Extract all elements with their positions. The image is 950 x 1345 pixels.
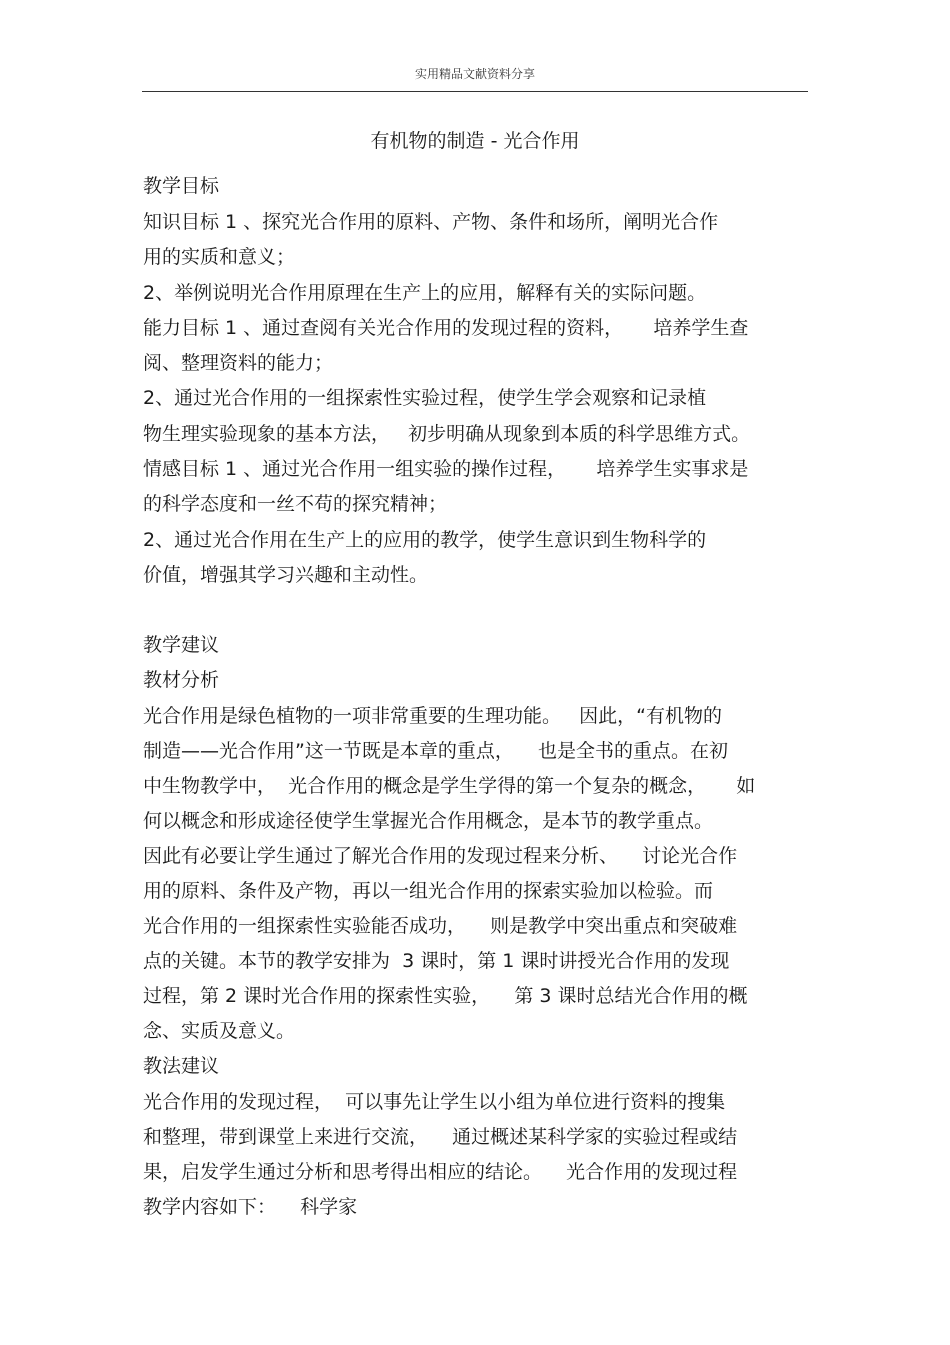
text-line: 念、实质及意义。	[143, 1020, 296, 1042]
text-line: 光合作用的一组探索性实验能否成功， 则是教学中突出重点和突破难	[143, 915, 738, 937]
text-line: 阅、整理资料的能力；	[143, 352, 334, 374]
text-line: 因此有必要让学生通过了解光合作用的发现过程来分析、 讨论光合作	[143, 845, 738, 867]
section-heading-teaching-method: 教法建议	[143, 1055, 220, 1077]
text-line: 用的原料、条件及产物，再以一组光合作用的探索实验加以检验。而	[143, 880, 714, 902]
text-line: 2、通过光合作用在生产上的应用的教学，使学生意识到生物科学的	[143, 529, 707, 551]
text-line: 的科学态度和一丝不苟的探究精神；	[143, 493, 448, 515]
text-line: 何以概念和形成途径使学生掌握光合作用概念，是本节的教学重点。	[143, 810, 714, 832]
page-header: 实用精品文献资料分享	[414, 67, 535, 81]
section-heading-teaching-suggestions: 教学建议	[143, 634, 220, 656]
text-line: 点的关键。本节的教学安排为 3 课时，第 1 课时讲授光合作用的发现	[143, 950, 730, 972]
text-line: 光合作用的发现过程， 可以事先让学生以小组为单位进行资料的搜集	[143, 1091, 726, 1113]
text-line: 情感目标 1 、通过光合作用一组实验的操作过程， 培养学生实事求是	[143, 458, 749, 480]
text-line: 能力目标 1 、通过查阅有关光合作用的发现过程的资料， 培养学生查	[143, 317, 749, 339]
text-line: 中生物教学中， 光合作用的概念是学生学得的第一个复杂的概念， 如	[143, 775, 756, 797]
text-line: 用的实质和意义；	[143, 246, 296, 268]
text-line: 制造——光合作用”这一节既是本章的重点， 也是全书的重点。在初	[143, 740, 729, 762]
text-line: 价值，增强其学习兴趣和主动性。	[143, 564, 429, 586]
text-line: 光合作用是绿色植物的一项非常重要的生理功能。 因此，“有机物的	[143, 705, 722, 727]
header-divider	[142, 91, 808, 92]
text-line: 教学内容如下： 科学家	[143, 1196, 358, 1218]
section-heading-teaching-goals: 教学目标	[143, 175, 220, 197]
text-line: 知识目标 1 、探究光合作用的原料、产物、条件和场所，阐明光合作	[143, 211, 719, 233]
text-line: 物生理实验现象的基本方法， 初步明确从现象到本质的科学思维方式。	[143, 423, 751, 445]
text-line: 和整理，带到课堂上来进行交流， 通过概述某科学家的实验过程或结	[143, 1126, 738, 1148]
text-line: 果，启发学生通过分析和思考得出相应的结论。 光合作用的发现过程	[143, 1161, 738, 1183]
text-line: 过程，第 2 课时光合作用的探索性实验， 第 3 课时总结光合作用的概	[143, 985, 748, 1007]
document-title: 有机物的制造 - 光合作用	[370, 130, 580, 152]
section-heading-material-analysis: 教材分析	[143, 669, 220, 691]
text-line: 2、通过光合作用的一组探索性实验过程，使学生学会观察和记录植	[143, 387, 707, 409]
text-line: 2、举例说明光合作用原理在生产上的应用，解释有关的实际问题。	[143, 282, 707, 304]
